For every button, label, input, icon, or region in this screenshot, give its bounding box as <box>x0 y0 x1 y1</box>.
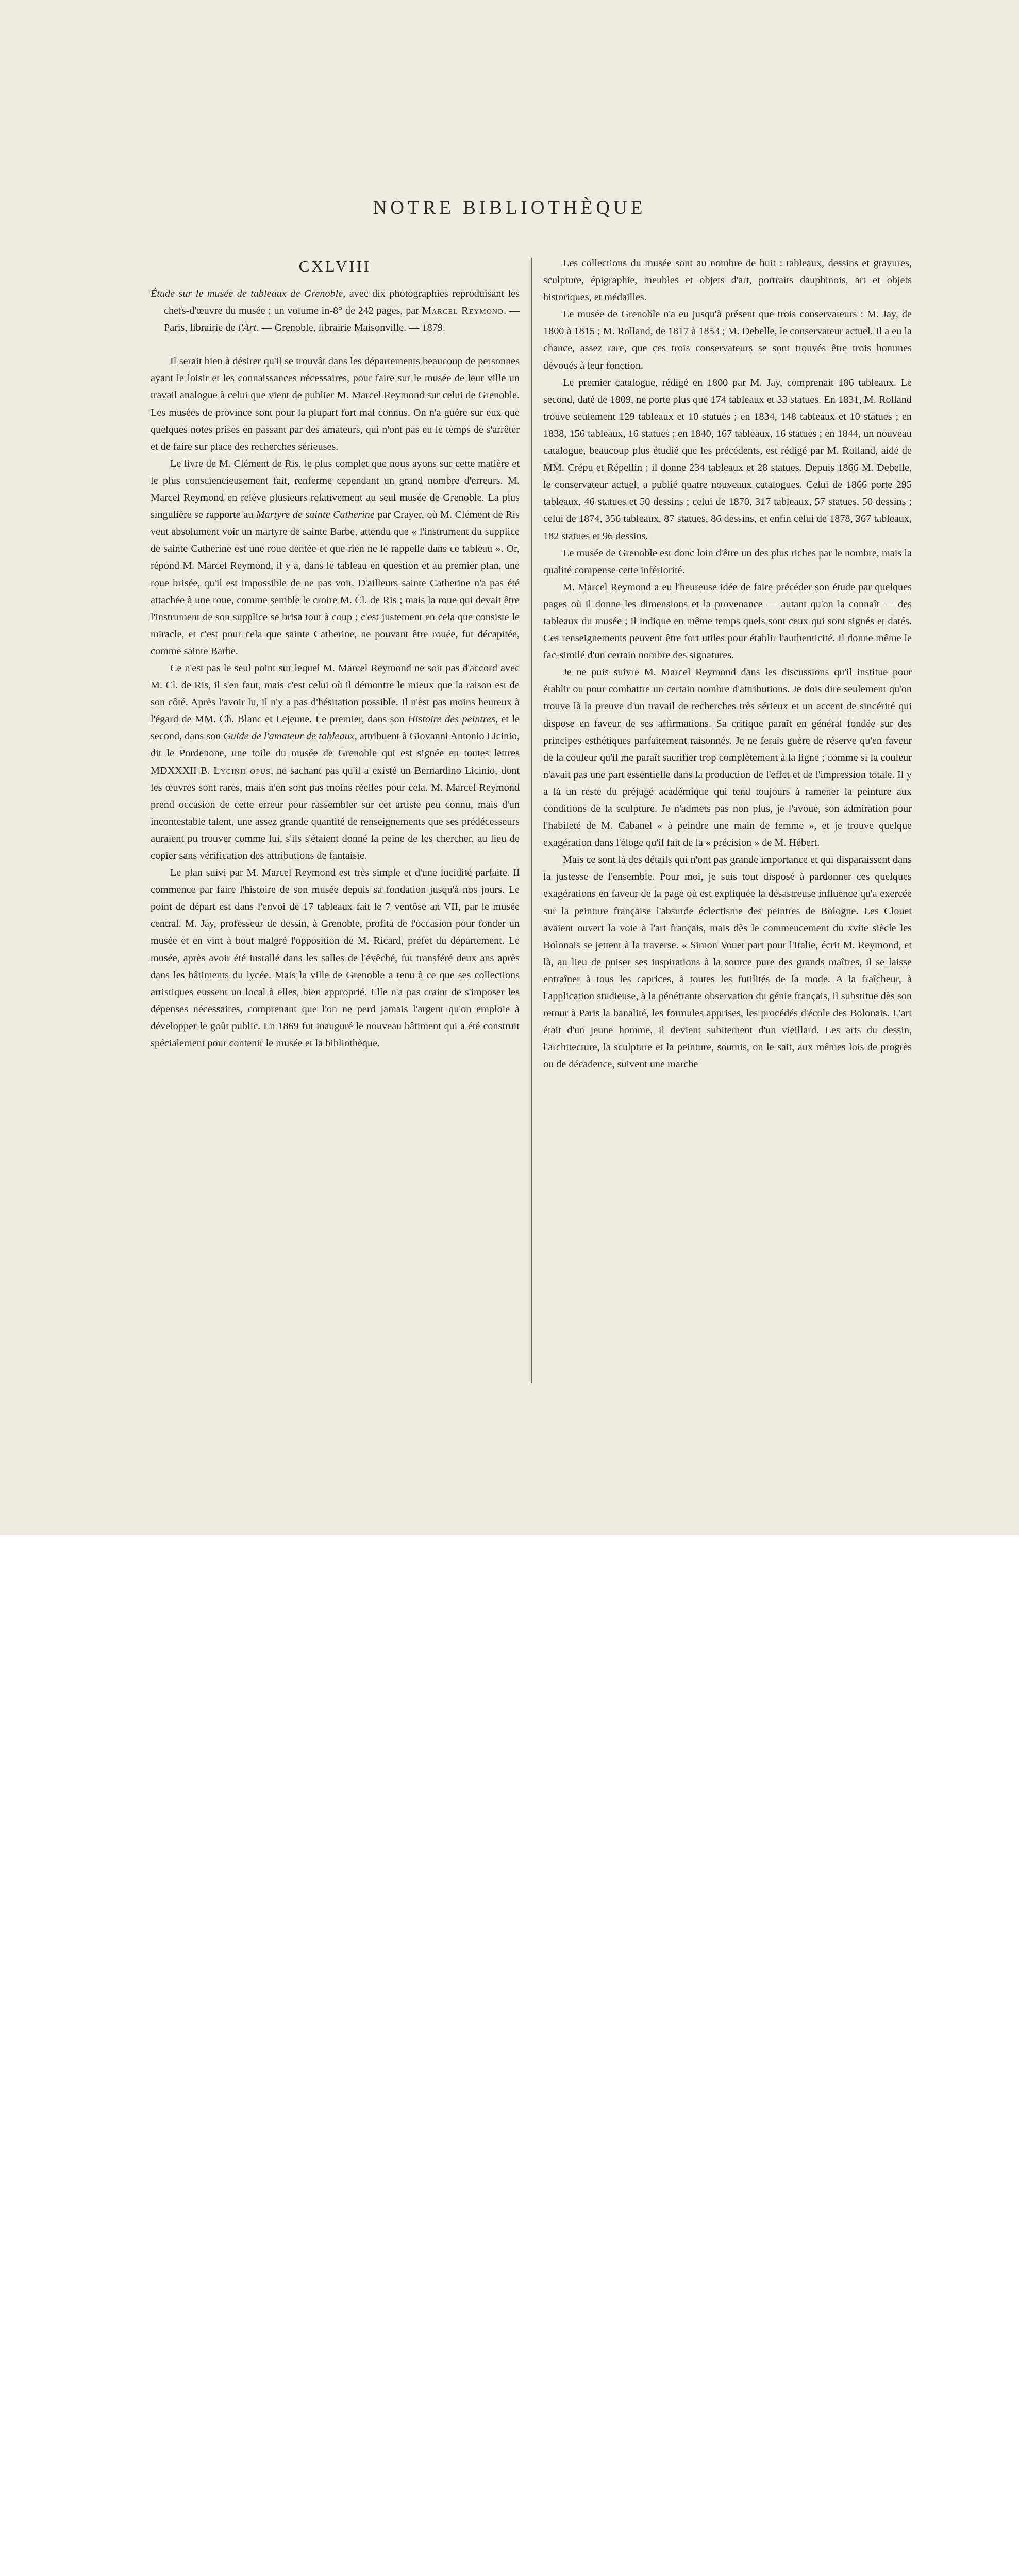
book-title: Étude sur le musée de tableaux de Grenoble <box>151 288 343 299</box>
left-paragraph-2 <box>151 455 520 660</box>
left-paragraph-3-text-b: , et le second, dans son <box>151 714 520 742</box>
right-paragraph-1: Les collections du musée sont au nombre de huit : tableaux, dessins et gravures, sculpture, épigraphie, meubles et objets d'art, portraits dauphinois, art et objets historiques, et médailles. <box>543 258 912 303</box>
book-publication-info: . — Grenoble, librairie Maisonville. — 1879. <box>256 322 445 334</box>
right-paragraph-3: Le premier catalogue, rédigé en 1800 par M. Jay, comprenait 186 tableaux. Le second, daté de 1809, ne porte plus que 174 tableaux et 33 statues. En 1831, M. Rolland trouve seulement 129 tableaux et 10 statues ; en 1834, 148 tableaux et 10 statues ; en 1838, 156 tableaux, 16 statues ; en 1840, 167 tableaux, 16 statues ; en 1844, un nouveau catalogue, beaucoup plus étudié que les précédents, est rédigé par M. Rolland, aidé de MM. Crépu et Répellin ; il donne 234 tableaux et 28 statues. Depuis 1866 M. Debelle, le conservateur actuel, a publié quatre nouveaux catalogues. Celui de 1866 porte 295 tableaux, 46 statues et 50 dessins ; celui de 1870, 317 tableaux, 57 statues, 50 dessins ; celui de 1874, 356 tableaux, 87 statues, 86 dessins, et enfin celui de 1878, 367 tableaux, 182 statues et 96 dessins. <box>543 377 912 542</box>
book-title-histoire: Histoire des peintres <box>408 714 495 725</box>
book-title-guide: Guide de l'amateur de tableaux <box>223 731 355 742</box>
signature-inscription: Lycinii opus <box>213 765 271 776</box>
left-paragraph-2-text-b: par Crayer, où M. Clément de Ris veut absolument voir un martyre de sainte Barbe, attendu que « l'instrument du supplice de sainte Catherine est une roue dentée et que rien ne le rappelle dans ce tableau ». Or, répond M. Marcel Reymond, il y a, dans le tableau en question et au premier plan, une roue brisée, qu'il est impossible de ne pas voir. D'ailleurs sainte Catherine n'a pas été attachée à une roue, comme semble le croire M. Cl. de Ris ; mais la roue qui devait être l'instrument de son supplice se brisa tout à coup ; c'est justement en cela que consiste le miracle, et c'est pour cela que sainte Catherine, ne pouvant être rouée, fut décapitée, comme sainte Barbe. <box>151 509 520 657</box>
book-description: , avec dix photographies reproduisant les chefs-d'œuvre du musée ; un volume in-8° de 242 pages, par <box>164 288 520 317</box>
section-number: CXLVIII <box>298 257 372 275</box>
right-column <box>543 255 912 1388</box>
left-paragraph-1: Il serait bien à désirer qu'il se trouvât dans les départements beaucoup de personnes ayant le loisir et les connaissances nécessaires, pour faire sur le musée de leur ville un travail analogue à celui que vient de publier M. Marcel Reymond sur celui de Grenoble. Les musées de province sont pour la plupart fort mal connus. On n'a guère sur eux que quelques notes prises en passant par des amateurs, qui n'ont pas eu le temps de s'arrêter et de faire sur place des recherches sérieuses. <box>151 355 520 452</box>
left-paragraph-3-text-c: , attribuent à Giovanni Antonio Licinio, dit le Pordenone, une toile du musée de Grenoble qui est signée en toutes lettres MDXXXII B. <box>151 731 520 776</box>
page-title: NOTRE BIBLIOTHÈQUE <box>373 197 646 218</box>
right-paragraph-2: Le musée de Grenoble n'a eu jusqu'à présent que trois conservateurs : M. Jay, de 1800 à 1815 ; M. Rolland, de 1817 à 1853 ; M. Debelle, le conservateur actuel. Il a eu la chance, assez rare, que ces trois conservateurs se sont trouvés être trois hommes dévoués à leur fonction. <box>543 309 912 371</box>
left-paragraph-3-text-d: , ne sachant pas qu'il a existé un Bernardino Licinio, dont les œuvres sont rares, mais n'en sont pas moins réelles pour cela. M. Marcel Reymond prend occasion de cette erreur pour rassembler sur cet artiste peu connu, mais d'un incontestable talent, une assez grande quantité de renseignements que ses prédécesseurs auraient pu trouver comme lui, s'ils s'étaient donné la peine de les chercher, au lieu de copier sans vérification des attributions de fantaisie. <box>151 765 520 861</box>
right-paragraph-5: M. Marcel Reymond a eu l'heureuse idée de faire précéder son étude par quelques pages où il donne les dimensions et la provenance — autant qu'on la connaît — des tableaux du musée ; il indique en même temps quels sont ceux qui sont signés et datés. Ces renseignements peuvent être fort utiles pour établir l'authenticité. Il donne même le fac-similé d'un certain nombre des signatures. <box>543 581 912 662</box>
column-divider <box>531 258 532 1383</box>
left-paragraph-2-text-a: Le livre de M. Clément de Ris, le plus complet que nous ayons sur cette matière et le plus consciencieusement fait, renferme cependant un grand nombre d'erreurs. M. Marcel Reymond en relève plusieurs relativement au seul musée de Grenoble. La plus singulière se rapporte au <box>151 457 520 521</box>
right-paragraph-6: Je ne puis suivre M. Marcel Reymond dans les discussions qu'il institue pour établir ou pour combattre un certain nombre d'attributions. Je dois dire seulement qu'on trouve là la preuve d'un travail de recherches très sérieux et un accent de sincérité qui dispose en faveur de ses affirmations. Sa critique paraît en général fondée sur des principes esthétiques parfaitement raisonnés. Je ne ferais guère de réserve qu'en faveur de la couleur qu'il me paraît sacrifier trop complètement à la ligne ; comme si la couleur n'avait pas une part essentielle dans la production de l'effet et de l'impression totale. Il y a là un reste du préjugé académique qui tend toujours à ramener la peinture aux conditions de la sculpture. Je n'admets pas non plus, je l'avoue, son admiration pour l'habileté de M. Cabanel « à peindre une main de femme », et je trouve quelque exagération dans l'éloge qu'il fait de la « précision » de M. Hébert. <box>543 667 912 849</box>
left-column <box>151 255 520 1388</box>
left-paragraph-3-text-a: Ce n'est pas le seul point sur lequel M. Marcel Reymond ne soit pas d'accord avec M. Cl. de Ris, il s'en faut, mais c'est celui où il démontre le mieux que la raison est de son côté. Après l'avoir lu, il n'y a pas d'hésitation possible. Il n'est pas moins heureux à l'égard de MM. Ch. Blanc et Lejeune. Le premier, dans son <box>151 662 520 725</box>
book-author: Marcel Reymond <box>422 305 504 317</box>
book-entry-heading <box>151 285 520 336</box>
book-publisher: l'Art <box>238 322 257 334</box>
viewer-footer <box>0 1535 1019 1627</box>
left-paragraph-3 <box>151 660 520 865</box>
book-publisher-text: . — Paris, librairie de <box>164 305 520 334</box>
painting-title: Martyre de sainte Catherine <box>256 509 375 521</box>
right-paragraph-4: Le musée de Grenoble est donc loin d'être un des plus riches par le nombre, mais la qualité compense cette infériorité. <box>543 547 912 576</box>
left-paragraph-4: Le plan suivi par M. Marcel Reymond est très simple et d'une lucidité parfaite. Il commence par faire l'histoire de son musée depuis sa fondation jusqu'à nos jours. Le point de départ est dans l'envoi de 17 tableaux fait le 7 ventôse an VII, par le musée central. M. Jay, professeur de dessin, à Grenoble, profita de l'occasion pour fonder un musée et en vint à bout malgré l'opposition de M. Ricard, préfet du département. Le musée, après avoir été installé dans les salles de l'évêché, fut transféré deux ans après dans les bâtiments du lycée. Mais la ville de Grenoble a tenu à ce que ses collections artistiques eussent un local à elles, bien approprié. Elle n'a pas craint de s'imposer les dépenses nécessaires, comprenant que l'on ne perd jamais l'argent qu'on emploie à développer le goût public. En 1869 fut inauguré le nouveau bâtiment qui a été construit spécialement pour contenir le musée et la bibliothèque. <box>151 867 520 1049</box>
right-paragraph-7: Mais ce sont là des détails qui n'ont pas grande importance et qui disparaissent dans la justesse de l'ensemble. Pour moi, je suis tout disposé à pardonner ces quelques exagérations en faveur de la page où est expliquée la désastreuse influence qu'a exercée sur la peinture française l'absurde éclectisme des peintres de Bologne. Les Clouet avaient ouvert la voie à l'art français, mais dès le commencement du xviie siècle les Bolonais se jettent à la traverse. « Simon Vouet part pour l'Italie, écrit M. Reymond, et là, au lieu de puiser ses inspirations à la source pure des grands maîtres, il se laisse entraîner à tous les caprices, à toutes les futilités de la mode. A la fraîcheur, à l'application studieuse, à la pénétrante observation du génie français, il substitue dès son retour à Paris la banalité, les formules apprises, les procédés d'école des Bolonais. L'art était d'un jeune homme, il devient subitement d'un vieillard. Les arts du dessin, l'architecture, la sculpture et la peinture, soumis, on le sait, aux mêmes lois de progrès ou de décadence, suivent une marche <box>543 854 912 1071</box>
